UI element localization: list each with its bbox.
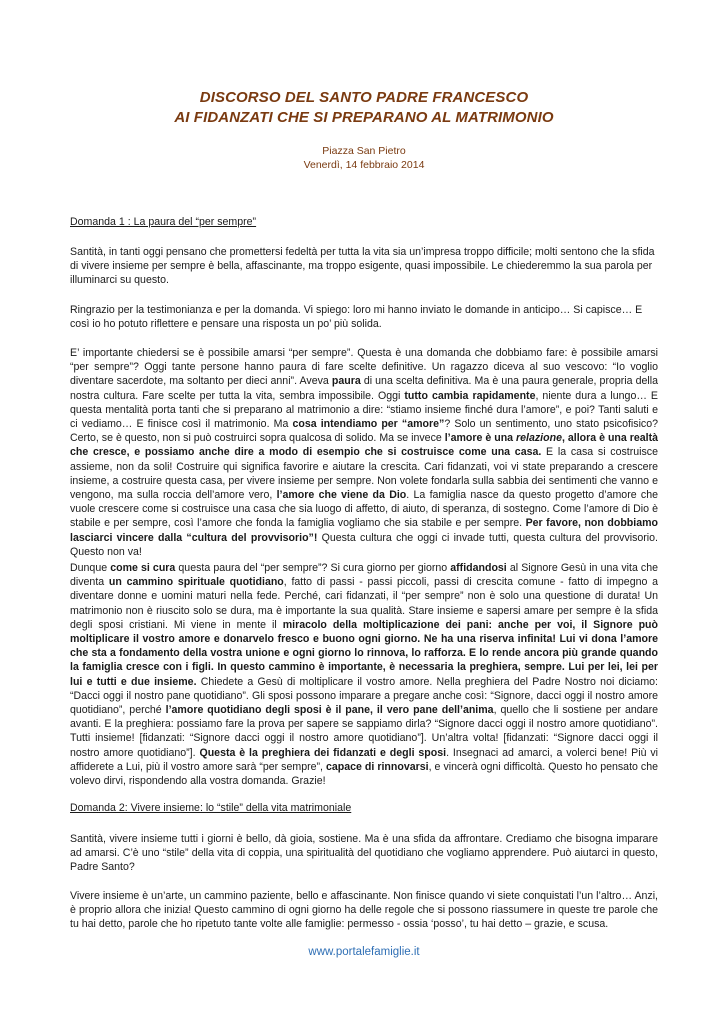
- answer-1-paragraph-2: Dunque come si cura questa paura del “per sempre”? Si cura giorno per giorno affidandosi al Signore Gesù in una vita che diventa un cammino spirituale quotidiano, fatto di passi - passi piccoli, passi di crescita comune - fatto di impegno a diventare donne e uomini maturi nella fede. Perché, cari fidanzati, il “per sempre” non è solo una questione di durata! Un matrimonio non è riuscito solo se dura, ma è importante la sua qualità. Stare insieme e sapersi amare per sempre è la sfida degli sposi cristiani. Mi viene in mente il miracolo della moltiplicazione dei pani: anche per voi, il Signore può moltiplicare il vostro amore e donarvelo fresco e buono ogni giorno. Ne ha una riserva infinita! Lui vi dona l’amore che sta a fondamento della vostra unione e ogni giorno lo rinnova, lo rafforza. E lo rende ancora più grande quando la famiglia cresce con i figli. In questo cammino è importante, è necessaria la preghiera, sempre. Lui per lei, lei per lui e tutti e due insieme. Chiedete a Gesù di moltiplicare il vostro amore. Nella preghiera del Padre Nostro noi diciamo: “Dacci oggi il nostro pane quotidiano”. Gli sposi possono imparare a pregare anche così: “Signore, dacci oggi il nostro amore quotidiano”, perché l’amore quotidiano degli sposi è il pane, il vero pane dell’anima, quello che li sostiene per andare avanti. E la preghiera: possiamo fare la prova per sapere se sappiamo dirla? “Signore dacci oggi il nostro amore quotidiano”. Tutti insieme! [fidanzati: “Signore dacci oggi il nostro amore quotidiano”]. Un’altra volta! [fidanzati: “Signore dacci oggi il nostro amore quotidiano”]. Questa è la preghiera dei fidanzati e degli sposi. Insegnaci ad amarci, a volerci bene! Più vi affiderete a Lui, più il vostro amore sarà “per sempre”, capace di rinnovarsi, e vincerà ogni difficoltà. Questo ho pensato che volevo dirvi, rispondendo alla vostra domanda. Grazie!: [70, 562, 659, 788]
- question-2-heading: Domanda 2: Vivere insieme: lo “stile” della vita matrimoniale: [70, 802, 352, 814]
- question-1-heading: Domanda 1 : La paura del “per sempre”: [70, 216, 257, 228]
- place: Piazza San Pietro: [322, 145, 406, 157]
- footer-website-link[interactable]: www.portalefamiglie.it: [308, 946, 420, 958]
- question-2-text: Santità, vivere insieme tutti i giorni è bello, dà gioia, sostiene. Ma è una sfida da affrontare. Crediamo che bisogna imparare ad amarsi. C’è uno “stile” della vita di coppia, una spiritualità del quotidiano che vogliamo apprendere. Può aiutarci in questo, Padre Santo?: [70, 833, 658, 874]
- title-line-2: AI FIDANZATI CHE SI PREPARANO AL MATRIMONIO: [174, 109, 554, 126]
- date: Venerdì, 14 febbraio 2014: [303, 159, 425, 171]
- answer-2-paragraph-1: Vivere insieme è un’arte, un cammino paziente, bello e affascinante. Non finisce quando vi siete conquistati l’un l’altro… Anzi, è proprio allora che inizia! Questo cammino di ogni giorno ha delle regole che si possono riassumere in queste tre parole che tu hai detto, parole che ho ripetuto tante volte alle famiglie: permesso - ossia ‘posso’, tu hai detto – grazie, e scusa.: [70, 890, 658, 931]
- answer-1-paragraph-1: E’ importante chiedersi se è possibile amarsi “per sempre”. Questa è una domanda che dobbiamo fare: è possibile amarsi “per sempre”? Oggi tante persone hanno paura di fare scelte definitive. Un ragazzo diceva al suo vescovo: “Io voglio diventare sacerdote, ma soltanto per dieci anni”. Aveva paura di una scelta definitiva. Ma è una paura generale, propria della nostra cultura. Fare scelte per tutta la vita, sembra impossibile. Oggi tutto cambia rapidamente, niente dura a lungo… E questa mentalità porta tanti che si preparano al matrimonio a dire: “stiamo insieme finché dura l’amore”, e poi? Tanti saluti e ci vediamo… E finisce così il matrimonio. Ma cosa intendiamo per “amore”? Solo un sentimento, uno stato psicofisico? Certo, se è questo, non si può costruirci sopra qualcosa di solido. Ma se invece l’amore è una relazione, allora è una realtà che cresce, e possiamo anche dire a modo di esempio che si costruisce come una casa. E la casa si costruisce assieme, non da soli! Costruire qui significa favorire e aiutare la crescita. Cari fidanzati, voi vi state preparando a crescere insieme, a costruire questa casa, per vivere insieme per sempre. Non volete fondarla sulla sabbia dei sentimenti che vanno e vengono, ma sulla roccia dell’amore vero, l’amore che viene da Dio. La famiglia nasce da questo progetto d’amore che vuole crescere come si costruisce una casa che sia luogo di affetto, di aiuto, di speranza, di sostegno. Come l’amore di Dio è stabile e per sempre, così l’amore che fonda la famiglia vogliamo che sia stabile e per sempre. Per favore, non dobbiamo lasciarci vincere dalla “cultura del provvisorio”! Questa cultura che oggi ci invade tutti, questa cultura del provvisorio. Questo non va!: [70, 347, 659, 558]
- answer-1-intro: Ringrazio per la testimonianza e per la domanda. Vi spiego: loro mi hanno inviato le domande in anticipo… Si capisce… E così io ho potuto riflettere e pensare una risposta un po’ più solida.: [70, 304, 643, 331]
- title-line-1: DISCORSO DEL SANTO PADRE FRANCESCO: [199, 89, 529, 106]
- question-1-text: Santità, in tanti oggi pensano che promettersi fedeltà per tutta la vita sia un’impresa troppo difficile; molti sentono che la sfida di vivere insieme per sempre è bella, affascinante, ma troppo esigente, quasi impossibile. Le chiederemmo la sua parola per illuminarci su questo.: [70, 246, 655, 287]
